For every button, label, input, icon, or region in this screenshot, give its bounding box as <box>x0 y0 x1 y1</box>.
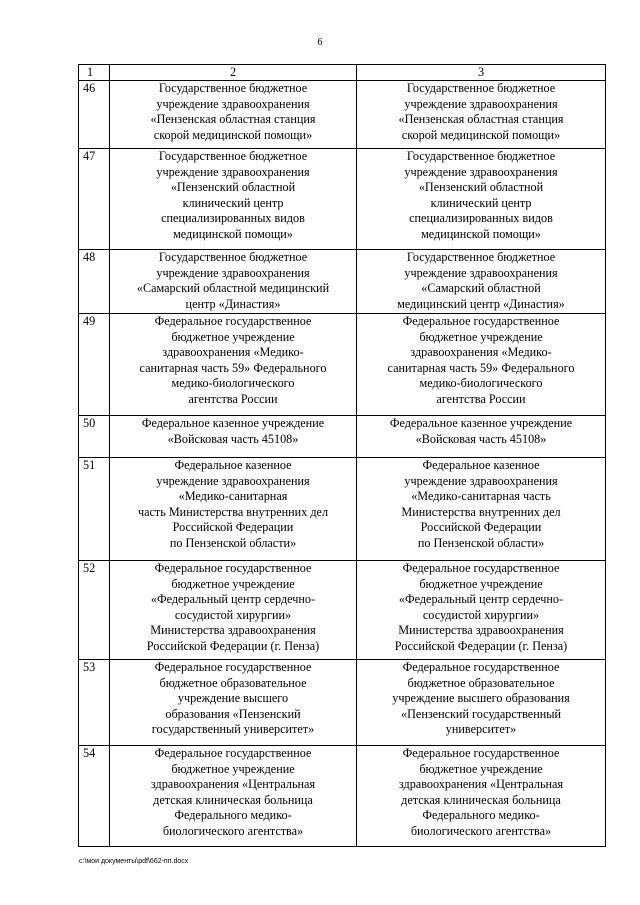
cell-text-line: бюджетное учреждение <box>171 761 295 776</box>
cell-text-line: детская клиническая больница <box>153 792 313 807</box>
table-header-row <box>79 65 606 81</box>
cell-text-line: «Войсковая часть 45108» <box>415 431 547 446</box>
cell-text-line: скорой медицинской помощи» <box>401 127 561 142</box>
row-number: 51 <box>79 458 110 561</box>
cell-text-line: Государственное бюджетное <box>406 250 556 264</box>
cell-text-line: Российской Федерации <box>420 520 542 535</box>
cell-text-line: биологического агентства» <box>410 823 552 838</box>
cell-text-line: «Самарский областной медицинский <box>136 281 330 296</box>
cell-text-line: учреждение здравоохранения <box>156 96 310 111</box>
cell-text-line: Государственное бюджетное <box>406 81 556 95</box>
cell-text-line: Федеральное казенное <box>422 458 540 472</box>
cell-text-line: бюджетное учреждение <box>171 576 295 591</box>
organization-name-cell <box>110 81 357 149</box>
table-row <box>79 660 606 746</box>
cell-text-line: «Пензенский государственный <box>401 706 561 721</box>
organization-name-alt-cell <box>357 81 606 149</box>
cell-text-line: Государственное бюджетное <box>158 250 308 264</box>
cell-text-line: «Пензенский областной <box>418 180 544 195</box>
cell-text-line: «Медико-санитарная часть <box>411 489 551 504</box>
cell-text-line: бюджетное учреждение <box>419 761 543 776</box>
cell-text-line: скорой медицинской помощи» <box>153 127 313 142</box>
row-number: 46 <box>79 81 110 149</box>
organization-name-alt-cell <box>357 149 606 250</box>
organization-name-cell <box>110 458 357 561</box>
cell-text-line: здравоохранения «Медико- <box>410 345 552 360</box>
table-row <box>79 149 606 250</box>
cell-text-line: специализированных видов <box>409 211 553 226</box>
cell-text-line: специализированных видов <box>161 211 305 226</box>
cell-text-line: агентства России <box>436 391 526 406</box>
cell-text-line: санитарная часть 59» Федерального <box>387 360 575 375</box>
cell-text-line: Российской Федерации (г. Пенза) <box>146 638 320 653</box>
cell-text-line: Федеральное государственное <box>154 561 312 575</box>
organization-name-alt-cell <box>357 660 606 746</box>
cell-text-line: агентства России <box>188 391 278 406</box>
cell-text-line: центр «Династия» <box>185 296 281 311</box>
header-col-3: 3 <box>357 65 606 81</box>
cell-text-line: детская клиническая больница <box>401 792 561 807</box>
cell-text-line: государственный университет» <box>151 722 315 737</box>
row-number: 50 <box>79 416 110 458</box>
cell-text-line: Федеральное государственное <box>154 314 312 328</box>
cell-text-line: биологического агентства» <box>162 823 304 838</box>
cell-text-line: клинический центр <box>430 195 532 210</box>
cell-text-line: «Пензенская областная станция <box>398 112 564 127</box>
row-number: 53 <box>79 660 110 746</box>
organization-name-cell <box>110 746 357 847</box>
cell-text-line: сосудистой хирургии» <box>174 607 292 622</box>
cell-text-line: учреждение здравоохранения <box>404 164 558 179</box>
cell-text-line: Федеральное казенное учреждение <box>389 416 573 430</box>
row-number: 52 <box>79 561 110 660</box>
organization-name-cell <box>110 660 357 746</box>
cell-text-line: образования «Пензенский <box>165 706 301 721</box>
cell-text-line: медико-биологического <box>419 376 543 391</box>
cell-text-line: учреждение здравоохранения <box>156 265 310 280</box>
cell-text-line: Федеральное государственное <box>402 660 560 674</box>
cell-text-line: по Пензенской области» <box>417 535 545 550</box>
cell-text-line: учреждение высшего <box>177 691 289 706</box>
cell-text-line: бюджетное учреждение <box>419 576 543 591</box>
cell-text-line: Федерального медико- <box>174 808 292 823</box>
cell-text-line: санитарная часть 59» Федерального <box>139 360 327 375</box>
cell-text-line: Федеральное государственное <box>154 746 312 760</box>
cell-text-line: Федерального медико- <box>422 808 540 823</box>
cell-text-line: «Самарский областной <box>421 281 541 296</box>
cell-text-line: «Медико-санитарная <box>178 489 288 504</box>
cell-text-line: по Пензенской области» <box>169 535 297 550</box>
organization-name-alt-cell <box>357 746 606 847</box>
table-row <box>79 250 606 314</box>
cell-text-line: университет» <box>445 722 517 737</box>
organization-name-cell <box>110 250 357 314</box>
organization-name-cell <box>110 416 357 458</box>
table-row <box>79 746 606 847</box>
organization-name-alt-cell <box>357 250 606 314</box>
cell-text-line: Российской Федерации <box>172 520 294 535</box>
row-number: 47 <box>79 149 110 250</box>
cell-text-line: Государственное бюджетное <box>158 81 308 95</box>
cell-text-line: бюджетное учреждение <box>419 329 543 344</box>
cell-text-line: Российской Федерации (г. Пенза) <box>394 638 568 653</box>
cell-text-line: Министерства внутренних дел <box>401 504 561 519</box>
cell-text-line: «Пензенский областной <box>170 180 296 195</box>
organization-name-alt-cell <box>357 416 606 458</box>
cell-text-line: медицинской помощи» <box>173 226 293 241</box>
organization-name-alt-cell <box>357 314 606 416</box>
cell-text-line: часть Министерства внутренних дел <box>137 504 329 519</box>
cell-text-line: Государственное бюджетное <box>406 149 556 163</box>
header-col-2: 2 <box>110 65 357 81</box>
cell-text-line: учреждение здравоохранения <box>156 164 310 179</box>
file-path-footer: c:\мои документы\pdf\662-пп.docx <box>79 858 189 865</box>
cell-text-line: медицинский центр «Династия» <box>397 296 565 311</box>
cell-text-line: Федеральное казенное учреждение <box>141 416 325 430</box>
cell-text-line: сосудистой хирургии» <box>422 607 540 622</box>
cell-text-line: Министерства здравоохранения <box>398 623 564 638</box>
cell-text-line: Федеральное государственное <box>402 746 560 760</box>
organization-name-cell <box>110 149 357 250</box>
cell-text-line: учреждение высшего образования <box>392 691 570 706</box>
organization-name-alt-cell <box>357 458 606 561</box>
organizations-table <box>78 64 606 847</box>
cell-text-line: клинический центр <box>182 195 284 210</box>
cell-text-line: Федеральное государственное <box>154 660 312 674</box>
cell-text-line: «Федеральный центр сердечно- <box>150 592 316 607</box>
cell-text-line: Министерства здравоохранения <box>150 623 316 638</box>
cell-text-line: учреждение здравоохранения <box>156 473 310 488</box>
organization-name-cell <box>110 561 357 660</box>
cell-text-line: Федеральное государственное <box>402 314 560 328</box>
cell-text-line: здравоохранения «Центральная <box>398 777 564 792</box>
cell-text-line: Государственное бюджетное <box>158 149 308 163</box>
cell-text-line: бюджетное образовательное <box>159 675 307 690</box>
row-number: 54 <box>79 746 110 847</box>
cell-text-line: здравоохранения «Медико- <box>162 345 304 360</box>
cell-text-line: учреждение здравоохранения <box>404 473 558 488</box>
cell-text-line: Федеральное государственное <box>402 561 560 575</box>
table-row <box>79 81 606 149</box>
cell-text-line: Федеральное казенное <box>174 458 292 472</box>
cell-text-line: «Войсковая часть 45108» <box>167 431 299 446</box>
organization-name-alt-cell <box>357 561 606 660</box>
cell-text-line: учреждение здравоохранения <box>404 265 558 280</box>
cell-text-line: учреждение здравоохранения <box>404 96 558 111</box>
cell-text-line: «Пензенская областная станция <box>150 112 316 127</box>
cell-text-line: медико-биологического <box>171 376 295 391</box>
table-row <box>79 416 606 458</box>
row-number: 49 <box>79 314 110 416</box>
table-row <box>79 458 606 561</box>
page-number: 6 <box>317 37 323 48</box>
header-col-1: 1 <box>79 65 110 81</box>
cell-text-line: бюджетное образовательное <box>407 675 555 690</box>
cell-text-line: здравоохранения «Центральная <box>150 777 316 792</box>
organization-name-cell <box>110 314 357 416</box>
cell-text-line: бюджетное учреждение <box>171 329 295 344</box>
row-number: 48 <box>79 250 110 314</box>
table-row <box>79 561 606 660</box>
table-row <box>79 314 606 416</box>
cell-text-line: медицинской помощи» <box>421 226 541 241</box>
cell-text-line: «Федеральный центр сердечно- <box>398 592 564 607</box>
